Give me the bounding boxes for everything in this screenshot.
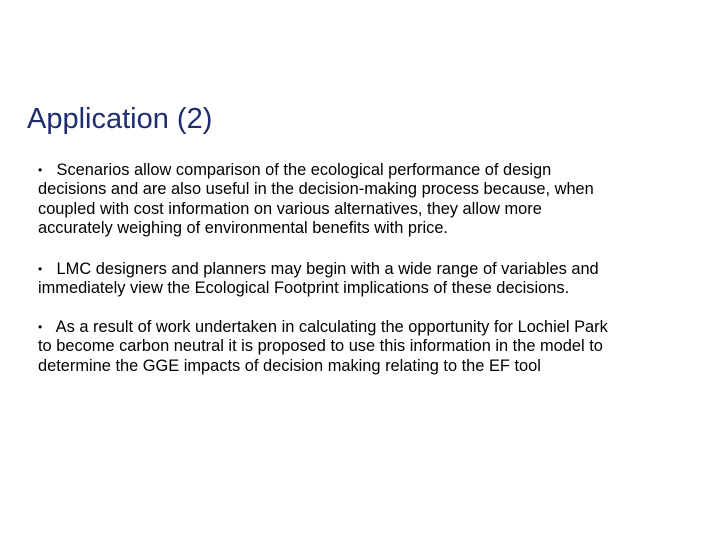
bullet-text: Scenarios allow comparison of the ecological performance of design decisions and are also useful in the decision-making process because, when coupled with cost information on various alternatives, they allow more accurately weighing of environmental benefits with price. [38,161,594,238]
bullet-item [38,161,668,239]
bullet-item [38,318,668,376]
bullet-icon: • [38,319,43,334]
bullet-icon: • [38,163,43,177]
bullet-icon: • [38,261,43,276]
slide-title: Application (2) [27,103,213,135]
bullet-list [38,161,668,397]
bullet-text: As a result of work undertaken in calculating the opportunity for Lochiel Park to become carbon neutral it is proposed to use this information in the model to determine the GGE impacts of decision making relating to the EF tool [38,317,608,375]
bullet-item [38,260,668,299]
bullet-text: LMC designers and planners may begin with a wide range of variables and immediately view the Ecological Footprint implications of these decisions. [38,259,599,298]
